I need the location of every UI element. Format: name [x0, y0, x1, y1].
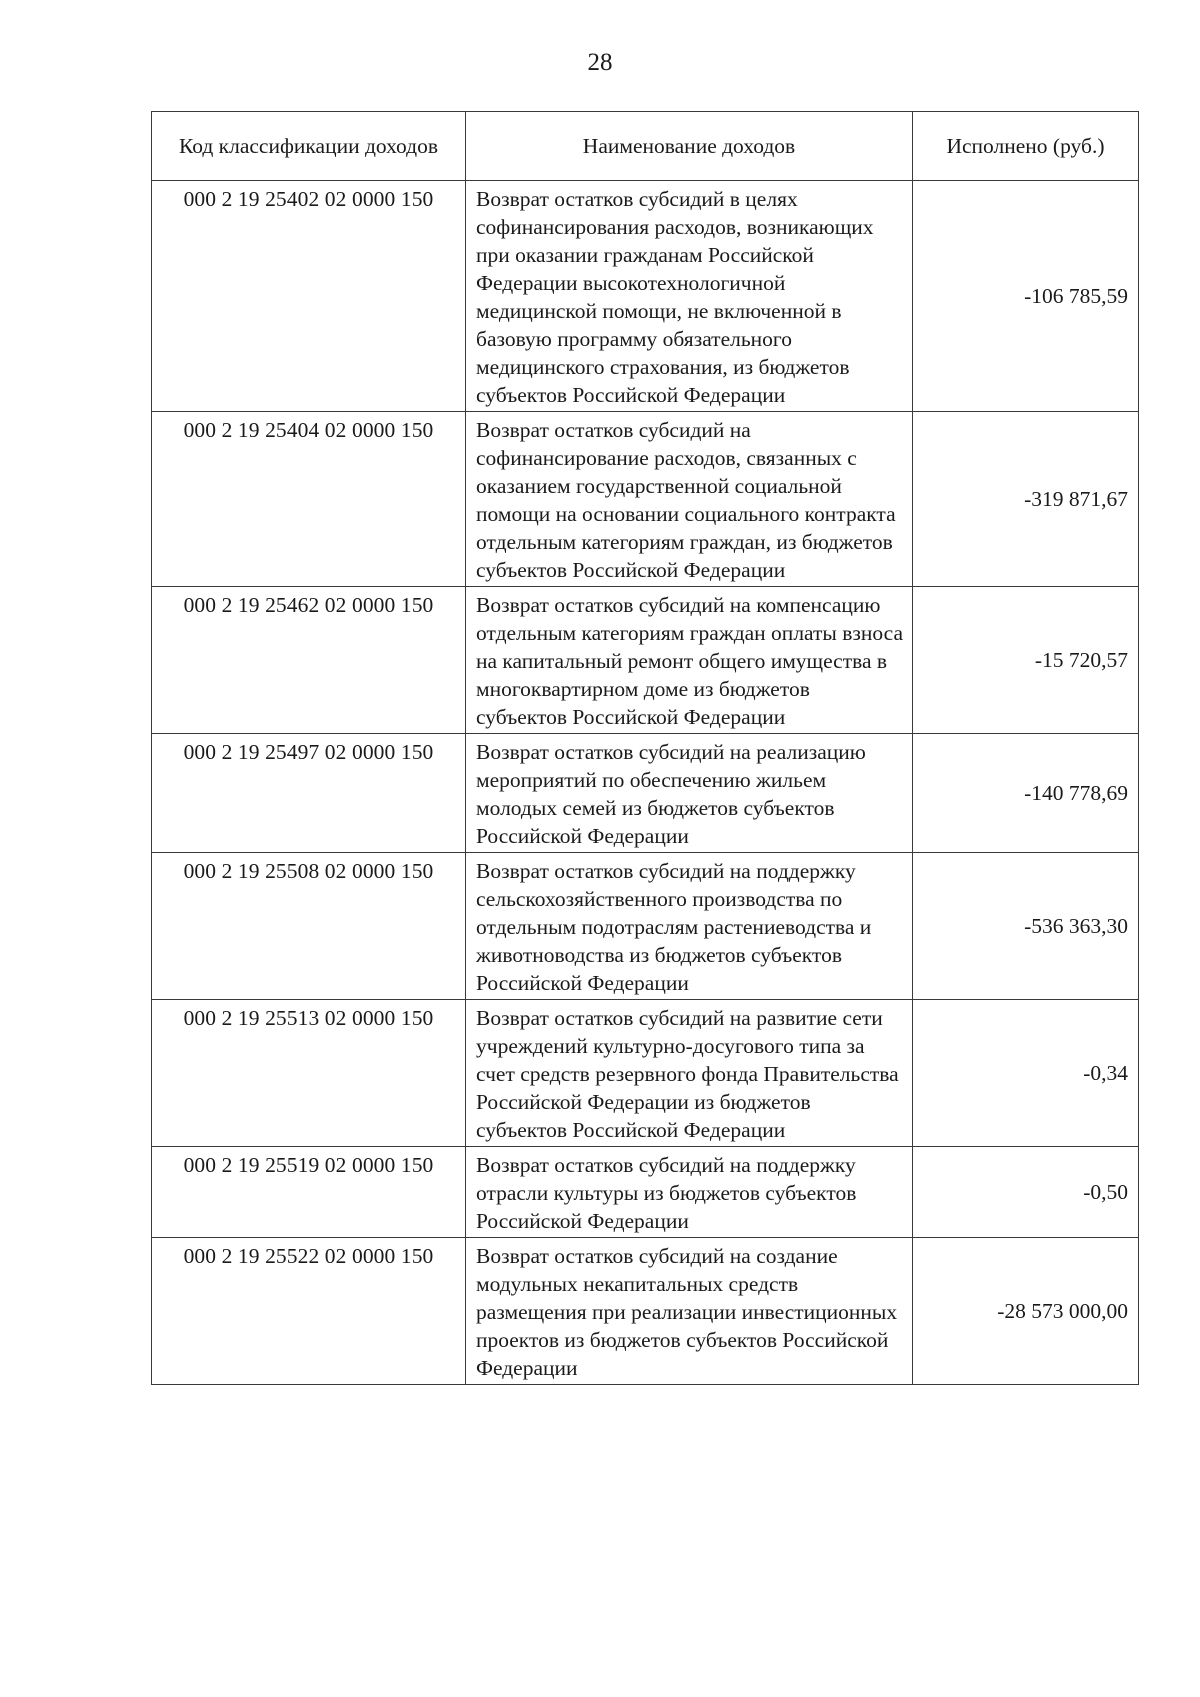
row-amount: -319 871,67	[913, 412, 1139, 587]
row-code: 000 2 19 25519 02 0000 150	[152, 1147, 466, 1238]
income-table	[151, 111, 1139, 1385]
row-amount: -0,50	[913, 1147, 1139, 1238]
row-code: 000 2 19 25402 02 0000 150	[152, 181, 466, 412]
row-amount: -536 363,30	[913, 853, 1139, 1000]
row-code: 000 2 19 25404 02 0000 150	[152, 412, 466, 587]
row-name: Возврат остатков субсидий на создание модульных некапитальных средств размещения при реализации инвестиционных проектов из бюджетов субъектов Российской Федерации	[466, 1238, 913, 1385]
row-name: Возврат остатков субсидий на поддержку сельскохозяйственного производства по отдельным подотраслям растениеводства и животноводства из бюджетов субъектов Российской Федерации	[466, 853, 913, 1000]
row-code: 000 2 19 25462 02 0000 150	[152, 587, 466, 734]
table-row	[152, 181, 1139, 412]
header-name: Наименование доходов	[466, 112, 913, 181]
row-name: Возврат остатков субсидий на развитие сети учреждений культурно-досугового типа за счет средств резервного фонда Правительства Российской Федерации из бюджетов субъектов Российской Федерации	[466, 1000, 913, 1147]
table-row	[152, 1147, 1139, 1238]
row-name: Возврат остатков субсидий на софинансирование расходов, связанных с оказанием государственной социальной помощи на основании социального контракта отдельным категориям граждан, из бюджетов субъектов Российской Федерации	[466, 412, 913, 587]
table-row	[152, 587, 1139, 734]
row-amount: -140 778,69	[913, 734, 1139, 853]
row-amount: -106 785,59	[913, 181, 1139, 412]
row-code: 000 2 19 25513 02 0000 150	[152, 1000, 466, 1147]
row-code: 000 2 19 25508 02 0000 150	[152, 853, 466, 1000]
row-code: 000 2 19 25497 02 0000 150	[152, 734, 466, 853]
table-row	[152, 853, 1139, 1000]
row-name: Возврат остатков субсидий на поддержку отрасли культуры из бюджетов субъектов Российской Федерации	[466, 1147, 913, 1238]
table-row	[152, 1000, 1139, 1147]
row-amount: -28 573 000,00	[913, 1238, 1139, 1385]
row-amount: -0,34	[913, 1000, 1139, 1147]
row-name: Возврат остатков субсидий в целях софинансирования расходов, возникающих при оказании гражданам Российской Федерации высокотехнологичной медицинской помощи, не включенной в базовую программу обязательного медицинского страхования, из бюджетов субъектов Российской Федерации	[466, 181, 913, 412]
header-amount: Исполнено (руб.)	[913, 112, 1139, 181]
page-number: 28	[587, 49, 613, 76]
table-row	[152, 734, 1139, 853]
header-code: Код классификации доходов	[152, 112, 466, 181]
table-row	[152, 1238, 1139, 1385]
row-amount: -15 720,57	[913, 587, 1139, 734]
table-row	[152, 412, 1139, 587]
row-code: 000 2 19 25522 02 0000 150	[152, 1238, 466, 1385]
table-header-row	[152, 112, 1139, 181]
row-name: Возврат остатков субсидий на реализацию мероприятий по обеспечению жильем молодых семей из бюджетов субъектов Российской Федерации	[466, 734, 913, 853]
row-name: Возврат остатков субсидий на компенсацию отдельным категориям граждан оплаты взноса на капитальный ремонт общего имущества в многоквартирном доме из бюджетов субъектов Российской Федерации	[466, 587, 913, 734]
